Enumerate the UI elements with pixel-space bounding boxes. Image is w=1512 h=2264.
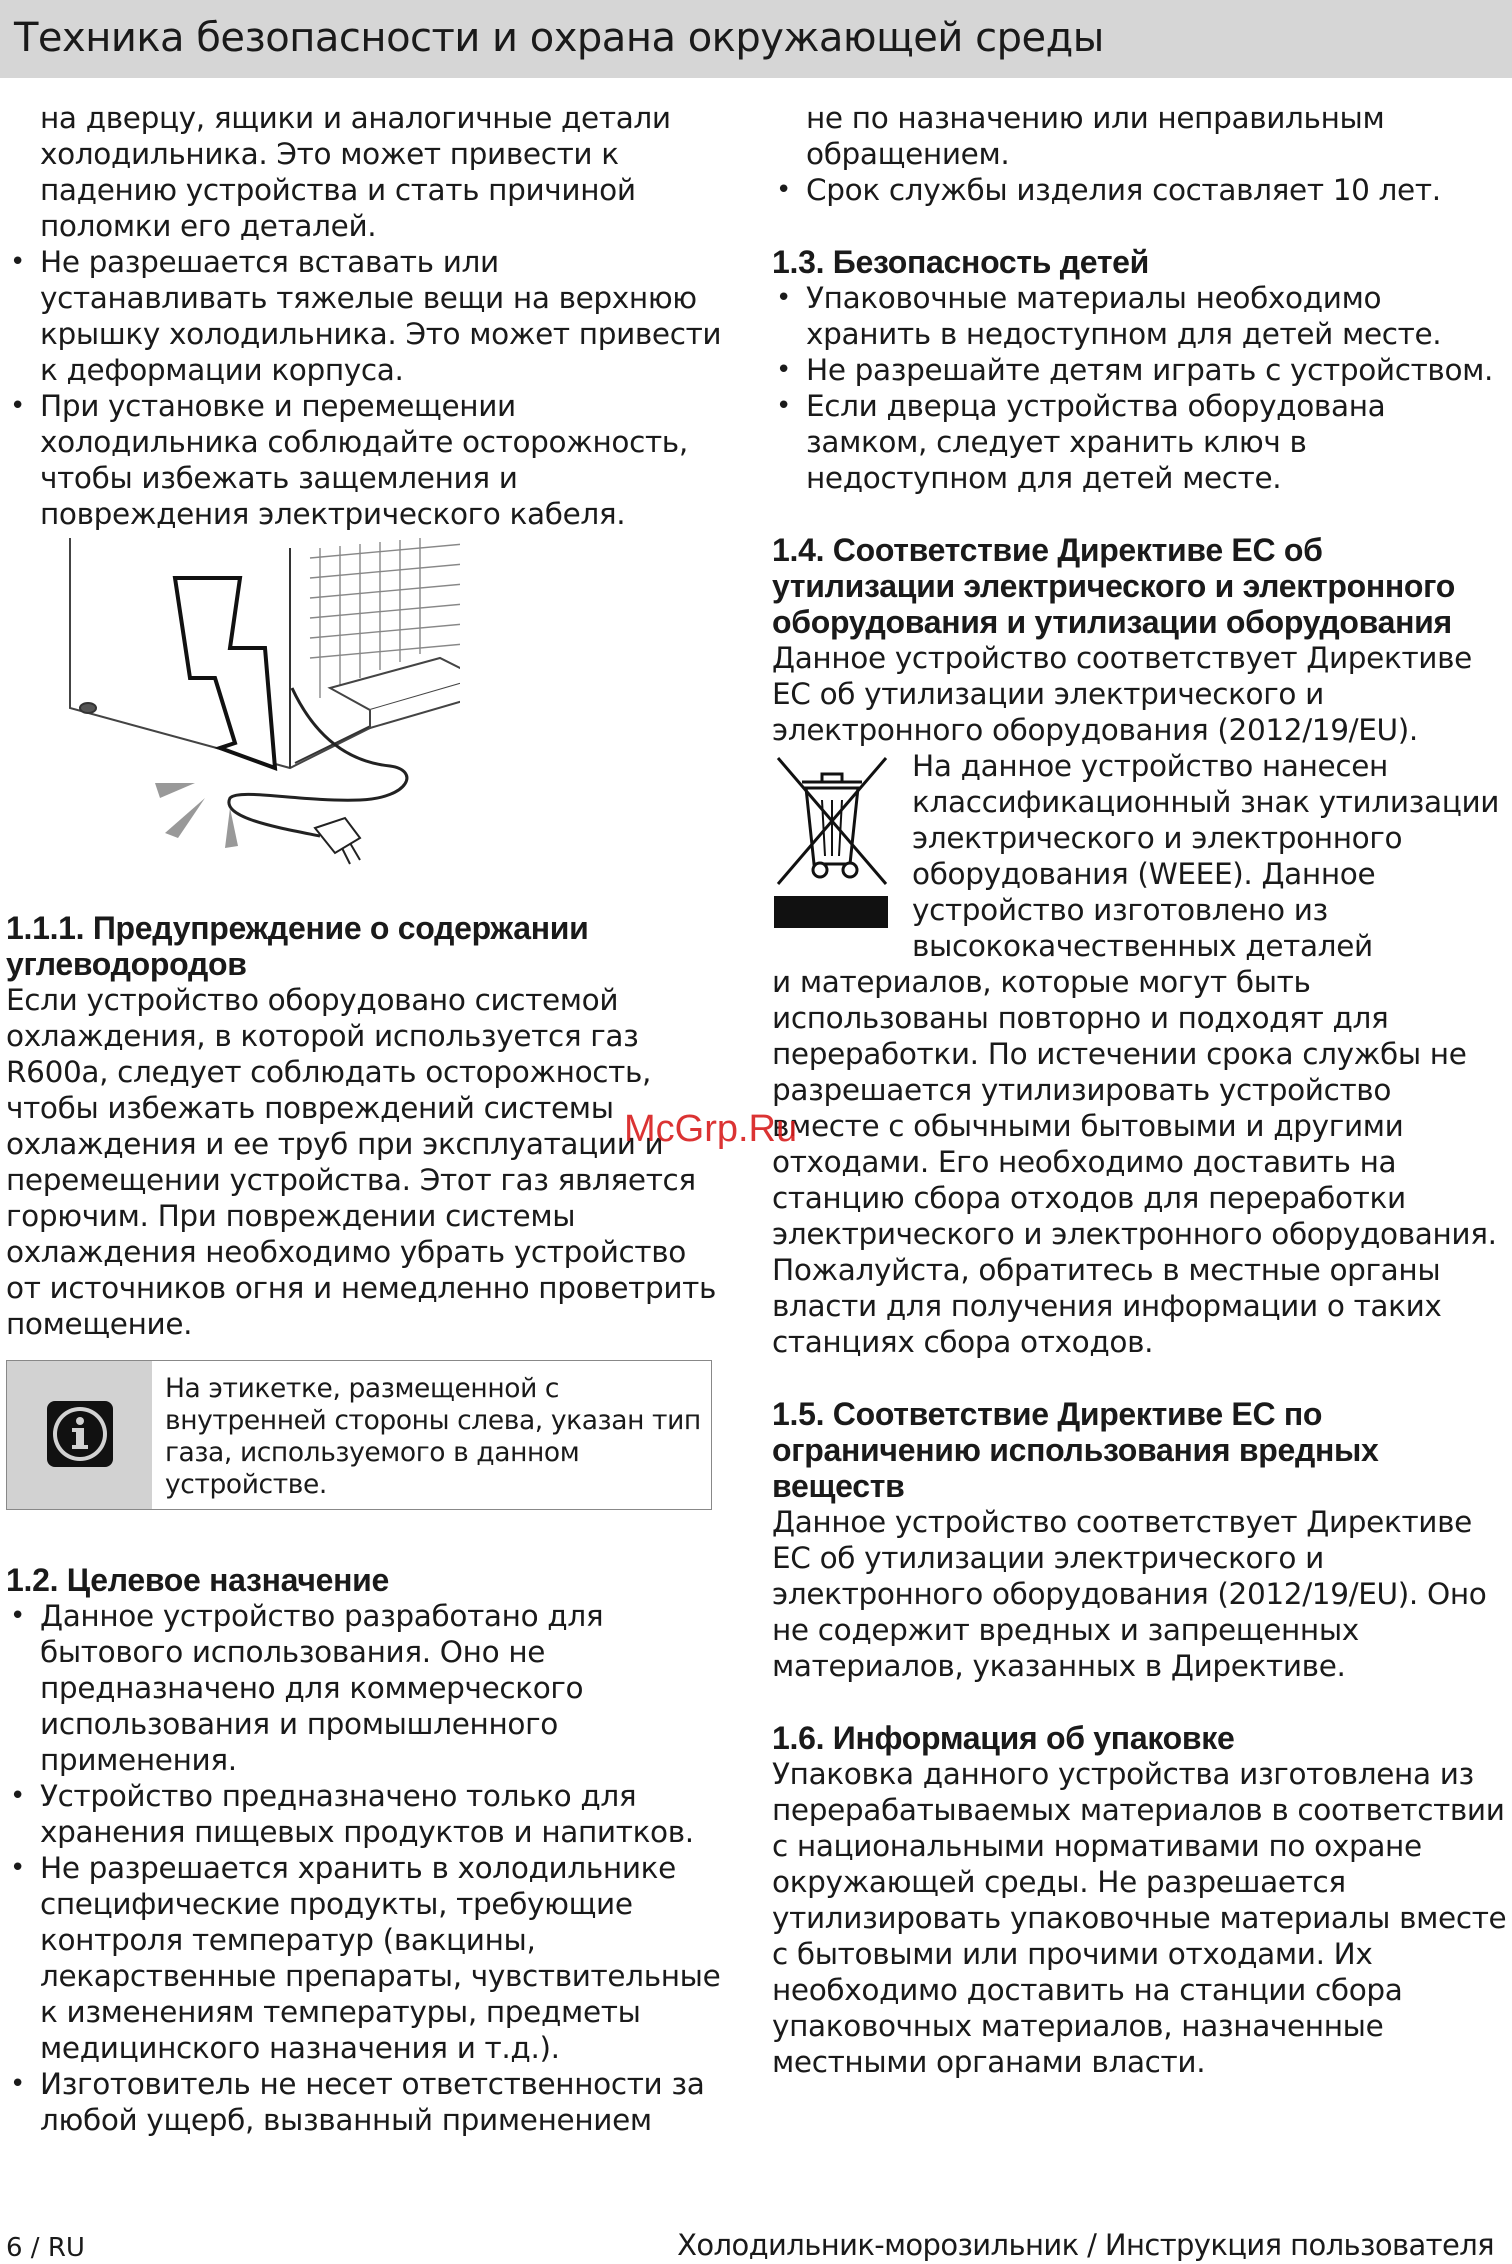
section-heading: 1.5. Соответствие Директиве ЕС по ограничению использования вредных веществ <box>772 1396 1379 1504</box>
section-text: Данное устройство соответствует Директиве ЕС об утилизации электрического и электронного оборудования (2012/19/EU). Оно не содержит вредных и запрещенных материалов, указанных в Директиве. <box>772 1505 1487 1683</box>
section-text: Если устройство оборудовано системой охлаждения, в которой используется газ R600a, следует соблюдать осторожность, чтобы избежать повреждений системы охлаждения и ее труб при эксплуатации и перемещении устройства. Этот газ является горючим. При повреждении системы охлаждения необходимо убрать устройство от источников огня и немедленно проветрить помещение. <box>6 983 717 1341</box>
list-item: • Изготовитель не несет ответственности за любой ущерб, вызванный применением <box>6 2066 726 2138</box>
section-heading: 1.1.1. Предупреждение о содержании углеводородов <box>6 910 589 982</box>
page-title: Техника безопасности и охрана окружающей среды <box>14 15 1104 61</box>
section-text: и материалов, которые могут быть использованы повторно и подходят для переработки. По истечении срока службы не разрешается утилизировать устройство вместе с обычными бытовыми и другими отходами. Его необходимо доставить на станцию сбора отходов для переработки электрического и электронного оборудования. Пожалуйста, обратитесь в местные органы власти для получения информации о таких станциях сбора отходов. <box>772 965 1497 1359</box>
info-note <box>6 1360 712 1510</box>
section-heading: 1.6. Информация об упаковке <box>772 1720 1235 1756</box>
list-item: • Если дверца устройства оборудована замком, следует хранить ключ в недоступном для детей месте. <box>772 388 1507 496</box>
footer-title: Холодильник-морозильник / Инструкция пользователя <box>677 2228 1494 2262</box>
section-heading: 1.3. Безопасность детей <box>772 244 1150 280</box>
section-heading: 1.4. Соответствие Директиве ЕС об утилизации электрического и электронного оборудования и утилизации оборудования <box>772 532 1456 640</box>
note-sidebar <box>7 1361 152 1509</box>
section-text: Данное устройство соответствует Директиве ЕС об утилизации электрического и электронного оборудования (2012/19/EU). <box>772 641 1472 747</box>
list-item: • При установке и перемещении холодильника соблюдайте осторожность, чтобы избежать защемления и повреждения электрического кабеля. <box>6 388 726 532</box>
list-item: • Не разрешайте детям играть с устройством. <box>772 352 1507 388</box>
cable-warning-illustration <box>60 538 460 868</box>
page-number: 6 / RU <box>6 2233 85 2263</box>
list-item: • Не разрешается хранить в холодильнике специфические продукты, требующие контроля температур (вакцины, лекарственные препараты, чувствительные к изменениям температуры, предметы медицинского назначения и т.д.). <box>6 1850 726 2066</box>
list-item: • Данное устройство разработано для бытового использования. Оно не предназначено для коммерческого использования и промышленного применения. <box>6 1598 726 1778</box>
left-column <box>6 100 726 2138</box>
crossed-bin-icon <box>772 752 892 892</box>
list-item: • Упаковочные материалы необходимо хранить в недоступном для детей месте. <box>772 280 1507 352</box>
list-item: • Срок службы изделия составляет 10 лет. <box>772 172 1507 208</box>
section-heading: 1.2. Целевое назначение <box>6 1562 390 1598</box>
list-item: • Устройство предназначено только для хранения пищевых продуктов и напитков. <box>6 1778 726 1850</box>
section-text: На данное устройство нанесен классификационный знак утилизации электрического и электронного оборудования (WEEE). Данное устройство изготовлено из высококачественных деталей <box>912 749 1500 963</box>
weee-bar <box>774 896 888 928</box>
bullet-list <box>772 280 1507 496</box>
continued-text: на дверцу, ящики и аналогичные детали холодильника. Это может привести к падению устройства и стать причиной поломки его деталей. <box>40 101 671 243</box>
bullet-list <box>6 1598 726 2138</box>
bullet-list <box>6 244 726 532</box>
note-text: На этикетке, размещенной с внутренней стороны слева, указан тип газа, используемого в данном устройстве. <box>165 1373 701 1500</box>
list-item: • Не разрешается вставать или устанавливать тяжелые вещи на верхнюю крышку холодильника. Это может привести к деформации корпуса. <box>6 244 726 388</box>
continued-text: не по назначению или неправильным обращением. <box>806 101 1385 171</box>
info-icon <box>7 1361 152 1509</box>
watermark: McGrp.Ru <box>624 1108 798 1150</box>
right-column <box>772 100 1507 2080</box>
section-text: Упаковка данного устройства изготовлена из перерабатываемых материалов в соответствии с национальными нормативами по охране окружающей среды. Не разрешается утилизировать упаковочные материалы вместе с бытовыми или прочими отходами. Их необходимо доставить на станции сбора упаковочных материалов, назначенные местными органами власти. <box>772 1757 1507 2079</box>
bullet-list <box>772 172 1507 208</box>
weee-block <box>772 748 1507 964</box>
header-bar <box>0 0 1512 78</box>
